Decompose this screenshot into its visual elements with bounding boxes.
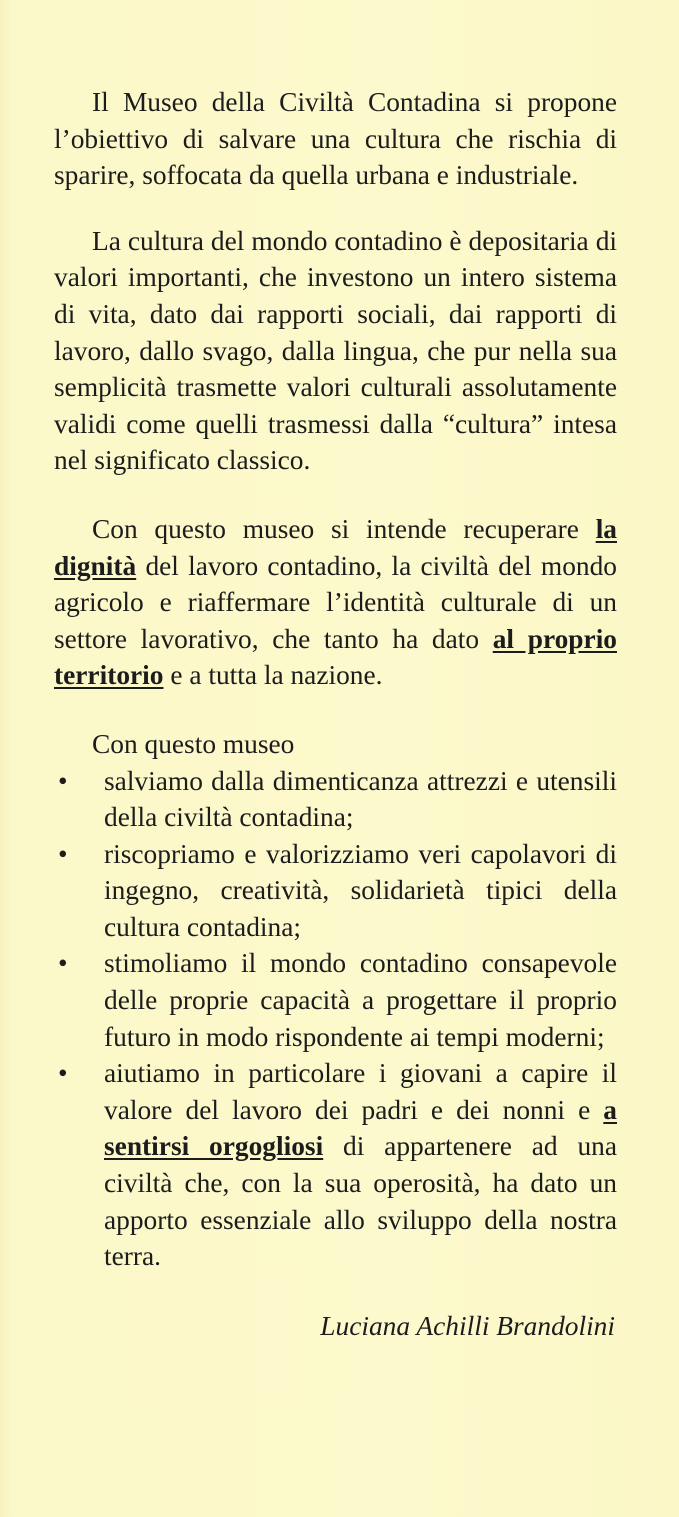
- list-item-text-part: aiutiamo in particolare i giovani a capire il valore del lavoro dei padri e dei nonni e: [104, 1058, 617, 1125]
- list-item-text: [104, 1058, 617, 1271]
- list-item-text-part: di appartenere ad una civiltà che, con la sua operosità, ha dato un apporto essenziale allo sviluppo della nostra terra.: [104, 1131, 617, 1272]
- bullet-icon: •: [58, 838, 68, 869]
- bullet-icon: •: [58, 1058, 68, 1089]
- paragraph-purpose-text: del lavoro contadino, la civiltà del mondo agricolo e riaffermare l’identità culturale di un settore lavorativo, che tanto ha dato: [54, 550, 617, 654]
- paragraph-purpose-text: Con questo museo si intende recuperare: [92, 513, 596, 544]
- list-item: [54, 836, 617, 946]
- list-item-text: riscopriamo e valorizziamo veri capolavori di ingegno, creatività, solidarietà tipici della cultura contadina;: [104, 838, 617, 942]
- list-item: [54, 945, 617, 1055]
- list-item: [54, 1055, 617, 1275]
- list-item-text: stimoliamo il mondo contadino consapevole delle proprie capacità a progettare il proprio futuro in modo rispondente ai tempi moderni;: [104, 948, 617, 1052]
- emphasis-proud: a sentirsi orgogliosi: [104, 1094, 617, 1162]
- emphasis-territory: al proprio territorio: [54, 623, 617, 691]
- paragraph-intro: Il Museo della Civiltà Contadina si propone l’obiettivo di salvare una cultura che rischia di sparire, soffocata da quella urbana e industriale.: [54, 87, 617, 191]
- list-item: [54, 763, 617, 836]
- list-intro: Con questo museo: [92, 728, 295, 759]
- bullet-icon: •: [58, 765, 68, 796]
- list-item-text: salviamo dalla dimenticanza attrezzi e utensili della civiltà contadina;: [104, 765, 617, 833]
- bullet-icon: •: [58, 948, 68, 979]
- paragraph-values: La cultura del mondo contadino è depositaria di valori importanti, che investono un intero sistema di vita, dato dai rapporti sociali, dai rapporti di lavoro, dallo svago, dalla lingua, che pur nella sua semplicità trasmette valori culturali assolutamente validi come quelli trasmessi dalla “cultura” intesa nel significato classico.: [54, 225, 617, 476]
- bullet-list: [54, 763, 617, 1275]
- author-signature: Luciana Achilli Brandolini: [320, 1310, 615, 1341]
- paragraph-purpose-text: e a tutta la nazione.: [163, 660, 383, 691]
- paragraph-purpose: [54, 511, 617, 694]
- emphasis-dignity: la dignità: [54, 513, 617, 581]
